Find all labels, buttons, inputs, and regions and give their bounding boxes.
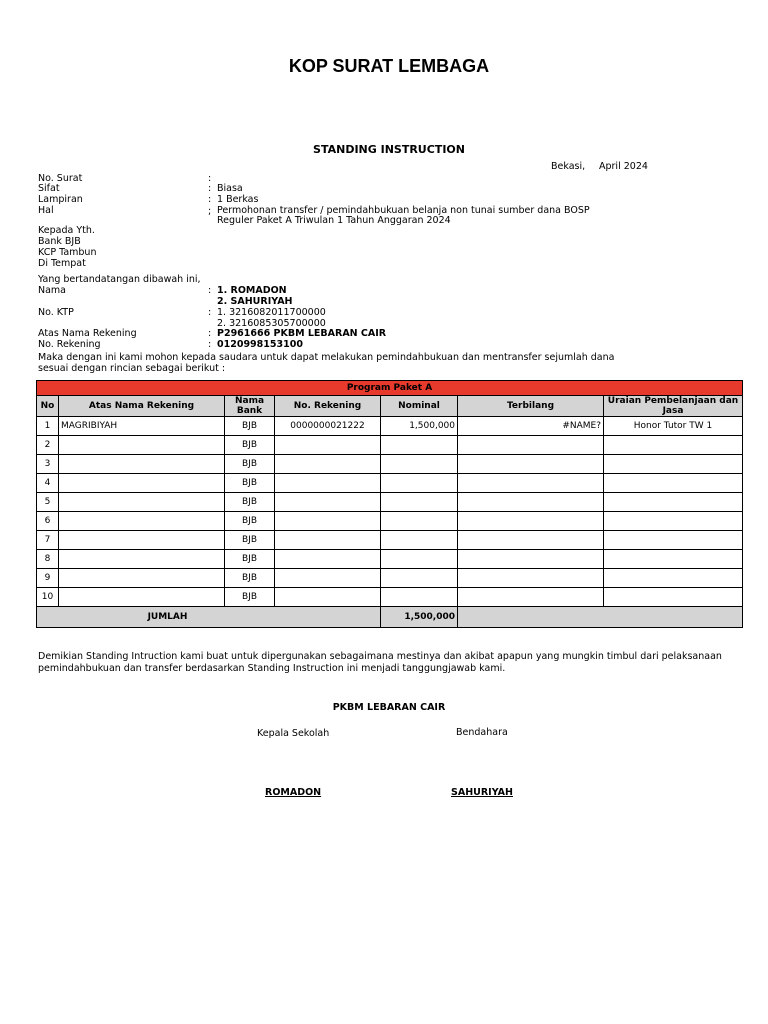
row-uraian-cell xyxy=(604,550,743,569)
total-value: 1,500,000 xyxy=(381,607,458,628)
instruction-table xyxy=(36,380,743,628)
row-uraian-cell xyxy=(604,474,743,493)
recipient-bank: Bank BJB xyxy=(38,236,81,247)
colon: : xyxy=(208,173,212,184)
total-label-text: JUMLAH xyxy=(147,612,188,622)
row-rekening-cell xyxy=(275,493,381,512)
col-bank-header xyxy=(225,396,275,417)
total-empty xyxy=(458,607,743,628)
row-bank-cell: BJB xyxy=(225,531,275,550)
signer-intro: Yang bertandatangan dibawah ini, xyxy=(38,274,201,285)
hal-value-line2: Reguler Paket A Triwulan 1 Tahun Anggaran 2024 xyxy=(217,215,451,226)
row-nominal-cell: 1,500,000 xyxy=(381,417,458,436)
row-terbilang-cell xyxy=(458,436,604,455)
row-nominal-cell xyxy=(381,512,458,531)
atas-nama-value: P2961666 PKBM LEBARAN CAIR xyxy=(217,328,387,339)
row-no-cell: 9 xyxy=(37,569,59,588)
atas-nama-label: Atas Nama Rekening xyxy=(38,328,137,339)
colon: ; xyxy=(208,206,212,217)
table-row xyxy=(37,550,743,569)
recipient-place: Di Tempat xyxy=(38,258,86,269)
sifat-label: Sifat xyxy=(38,183,60,194)
row-bank-cell: BJB xyxy=(225,436,275,455)
row-terbilang-cell xyxy=(458,588,604,607)
row-nama-cell xyxy=(59,493,225,512)
col-nominal-header: Nominal xyxy=(381,396,458,417)
table-row xyxy=(37,493,743,512)
row-terbilang-cell xyxy=(458,493,604,512)
row-rekening-cell xyxy=(275,512,381,531)
lampiran-label: Lampiran xyxy=(38,194,83,205)
row-nominal-cell xyxy=(381,588,458,607)
row-nama-cell xyxy=(59,512,225,531)
row-terbilang-cell xyxy=(458,531,604,550)
row-bank-cell: BJB xyxy=(225,474,275,493)
letter-date: April 2024 xyxy=(599,161,648,172)
row-uraian-cell xyxy=(604,512,743,531)
document-title: STANDING INSTRUCTION xyxy=(313,143,465,156)
colon: : xyxy=(208,339,212,350)
organization-name: PKBM LEBARAN CAIR xyxy=(332,702,446,713)
row-rekening-cell xyxy=(275,531,381,550)
rekening-label: No. Rekening xyxy=(38,339,101,350)
row-rekening-cell: 0000000021222 xyxy=(275,417,381,436)
table-row xyxy=(37,436,743,455)
recipient-branch: KCP Tambun xyxy=(38,247,97,258)
row-bank-cell: BJB xyxy=(225,417,275,436)
row-uraian-cell xyxy=(604,531,743,550)
table-row xyxy=(37,569,743,588)
total-label xyxy=(37,607,381,628)
program-header: Program Paket A xyxy=(37,381,743,396)
lampiran-value: 1 Berkas xyxy=(217,194,259,205)
row-nama-cell xyxy=(59,474,225,493)
ktp-label: No. KTP xyxy=(38,307,74,318)
row-terbilang-cell xyxy=(458,550,604,569)
colon: : xyxy=(208,194,212,205)
colon: : xyxy=(208,328,212,339)
row-nominal-cell xyxy=(381,436,458,455)
row-no-cell: 8 xyxy=(37,550,59,569)
row-nominal-cell xyxy=(381,550,458,569)
row-no-cell: 7 xyxy=(37,531,59,550)
row-bank-cell: BJB xyxy=(225,588,275,607)
hal-value-line1: Permohonan transfer / pemindahbukuan belanja non tunai sumber dana BOSP xyxy=(217,205,590,216)
row-nama-cell xyxy=(59,436,225,455)
row-bank-cell: BJB xyxy=(225,569,275,588)
row-terbilang-cell xyxy=(458,455,604,474)
row-nama-cell: MAGRIBIYAH xyxy=(59,417,225,436)
nama-1: 1. ROMADON xyxy=(217,285,287,296)
sifat-value: Biasa xyxy=(217,183,243,194)
row-nama-cell xyxy=(59,569,225,588)
row-nominal-cell xyxy=(381,474,458,493)
row-nominal-cell xyxy=(381,455,458,474)
request-text-line1: Maka dengan ini kami mohon kepada saudara untuk dapat melakukan pemindahbukuan dan mentransfer sejumlah dana xyxy=(38,352,615,363)
table-row xyxy=(37,531,743,550)
row-no-cell: 6 xyxy=(37,512,59,531)
row-no-cell: 1 xyxy=(37,417,59,436)
letterhead-title: KOP SURAT LEMBAGA xyxy=(288,56,490,76)
signer-name-principal: ROMADON xyxy=(265,787,322,798)
table-row xyxy=(37,455,743,474)
row-uraian-cell xyxy=(604,493,743,512)
table-row xyxy=(37,417,743,436)
row-no-cell: 4 xyxy=(37,474,59,493)
ktp-2: 2. 3216085305700000 xyxy=(217,318,326,329)
row-uraian-cell xyxy=(604,588,743,607)
colon: : xyxy=(208,183,212,194)
row-uraian-cell: Honor Tutor TW 1 xyxy=(604,417,743,436)
colon: : xyxy=(208,307,212,318)
row-nama-cell xyxy=(59,550,225,569)
col-uraian-header xyxy=(604,396,743,417)
nama-2: 2. SAHURIYAH xyxy=(217,296,293,307)
ktp-1: 1. 3216082011700000 xyxy=(217,307,326,318)
row-rekening-cell xyxy=(275,569,381,588)
table-row xyxy=(37,512,743,531)
col-no-header: No xyxy=(37,396,59,417)
row-terbilang-cell xyxy=(458,474,604,493)
row-no-cell: 10 xyxy=(37,588,59,607)
row-bank-cell: BJB xyxy=(225,550,275,569)
row-rekening-cell xyxy=(275,550,381,569)
row-rekening-cell xyxy=(275,474,381,493)
closing-paragraph xyxy=(38,651,728,674)
rekening-value: 0120998153100 xyxy=(217,339,303,350)
row-uraian-cell xyxy=(604,436,743,455)
row-no-cell: 2 xyxy=(37,436,59,455)
row-terbilang-cell xyxy=(458,512,604,531)
signer-role-principal: Kepala Sekolah xyxy=(257,728,330,739)
row-no-cell: 3 xyxy=(37,455,59,474)
colon: : xyxy=(208,285,212,296)
row-bank-cell: BJB xyxy=(225,493,275,512)
closing-line1: Demikian Standing Intruction kami buat untuk dipergunakan sebagaimana mestinya dan akibat apapun yang mungkin timbul dari pelaksanaan xyxy=(38,651,722,662)
row-terbilang-cell: #NAME? xyxy=(458,417,604,436)
nama-label: Nama xyxy=(38,285,67,296)
col-terbilang-header: Terbilang xyxy=(458,396,604,417)
row-uraian-cell xyxy=(604,569,743,588)
recipient-line: Kepada Yth. xyxy=(38,225,95,236)
table-row xyxy=(37,588,743,607)
col-rekening-header: No. Rekening xyxy=(275,396,381,417)
row-nominal-cell xyxy=(381,493,458,512)
request-text-line2: sesuai dengan rincian sebagai berikut : xyxy=(38,363,226,374)
uraian-header-line1: Uraian Pembelanjaan dan xyxy=(607,396,739,406)
hal-label: Hal xyxy=(38,205,54,216)
letter-place: Bekasi, xyxy=(551,161,586,172)
row-bank-cell: BJB xyxy=(225,512,275,531)
row-nama-cell xyxy=(59,455,225,474)
row-rekening-cell xyxy=(275,436,381,455)
bank-header-line2: Bank xyxy=(236,406,263,416)
row-bank-cell: BJB xyxy=(225,455,275,474)
uraian-header-line2: Jasa xyxy=(662,406,684,416)
row-uraian-cell xyxy=(604,455,743,474)
no-surat-label: No. Surat xyxy=(38,173,83,184)
row-rekening-cell xyxy=(275,455,381,474)
signer-name-treasurer: SAHURIYAH xyxy=(451,787,513,798)
row-nominal-cell xyxy=(381,531,458,550)
closing-line2: pemindahbukuan dan transfer berdasarkan Standing Instruction ini menjadi tanggungjawab kami. xyxy=(38,662,506,674)
row-nominal-cell xyxy=(381,569,458,588)
signer-role-treasurer: Bendahara xyxy=(456,727,508,738)
col-atas-nama-header: Atas Nama Rekening xyxy=(59,396,225,417)
row-rekening-cell xyxy=(275,588,381,607)
table-row xyxy=(37,474,743,493)
row-no-cell: 5 xyxy=(37,493,59,512)
row-nama-cell xyxy=(59,588,225,607)
row-terbilang-cell xyxy=(458,569,604,588)
row-nama-cell xyxy=(59,531,225,550)
bank-header-line1: Nama xyxy=(234,396,265,406)
